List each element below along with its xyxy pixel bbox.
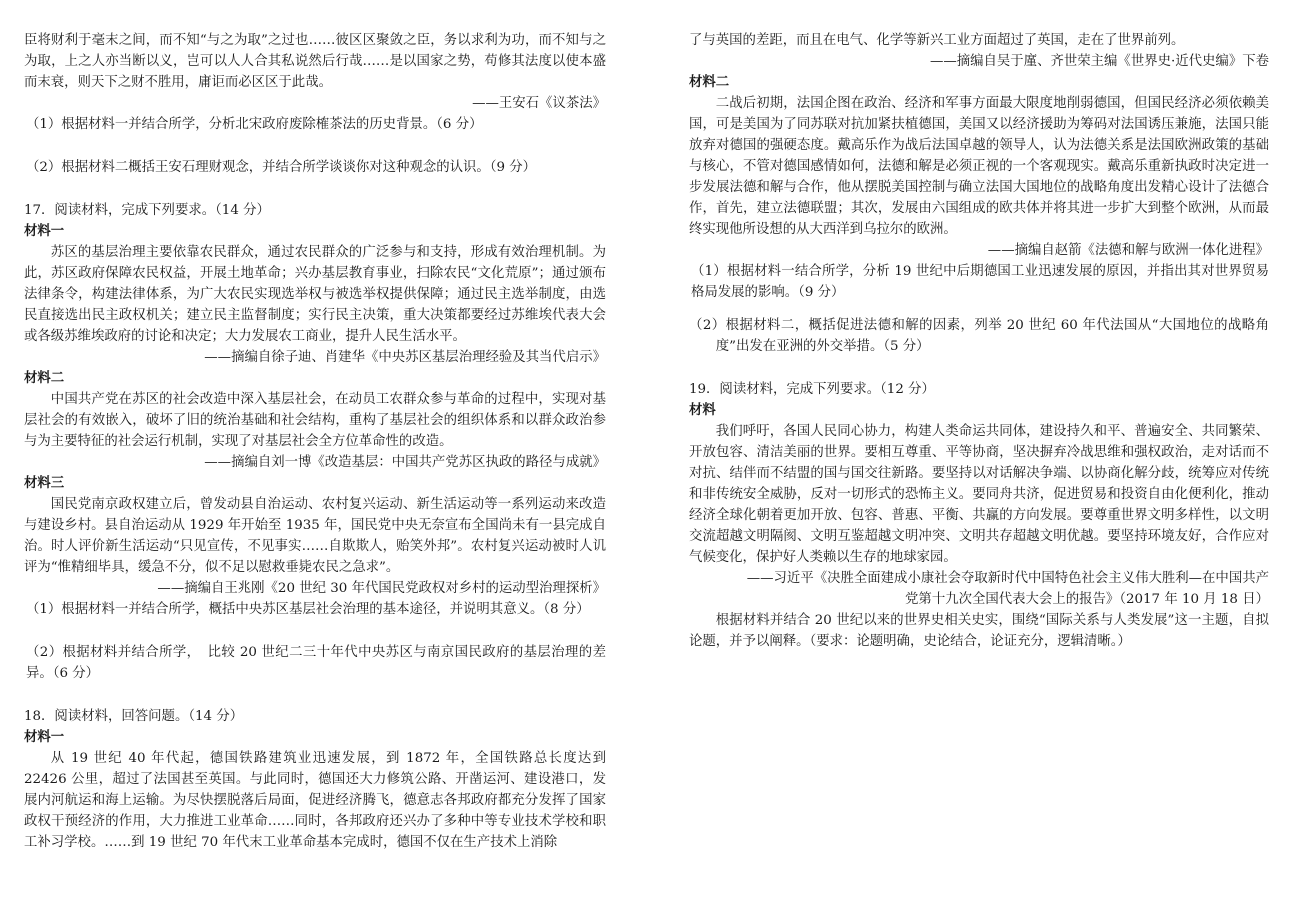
question-18-title: 18．阅读材料，回答问题。（14 分） [24, 709, 244, 724]
question-17-title: 17．阅读材料，完成下列要求。（14 分） [24, 203, 270, 218]
material-label: 材料二 [689, 75, 730, 90]
material-label: 材料一 [24, 730, 65, 745]
material-text: 苏区的基层治理主要依靠农民群众，通过农民群众的广泛参与和支持，形成有效治理机制。为此，苏区政府保障农民权益，开展土地革命；兴办基层教育事业，扫除农民“文化荒原”；通过颁布法律条令，构建法律体系，为广大农民实现选举权与被选举权提供保障；通过民主选举制度，由选民直接选出民主政权机关；建立民主监督制度；实行民主决策，重大决策都要经过苏维埃代表大会或各级苏维埃政府的讨论和决定；大力发展农工商业，提升人民生活水平。 [24, 245, 606, 344]
material-source: ——摘编自王兆刚《20 世纪 30 年代国民党政权对乡村的运动型治理探析》 [157, 581, 606, 596]
material-text: 了与英国的差距，而且在电气、化学等新兴工业方面超过了英国，走在了世界前列。 [689, 33, 1185, 48]
material-source: ——摘编自徐子迪、肖建华《中央苏区基层治理经验及其当代启示》 [204, 350, 606, 365]
material-text: 国民党南京政权建立后，曾发动县自治运动、农村复兴运动、新生活运动等一系列运动来改造与建设乡村。县自治运动从 1929 年开始至 1935 年，国民党中央无奈宣布全国尚未有一县完成自治。时人评价新生活运动“只见宣传，不见事实……自欺欺人，贻笑外邦”。农村复兴运动被时人讥评为“惟精细毕具，缓急不分，似不足以慰救垂毙农民之急求”。 [24, 497, 606, 575]
material-text: 我们呼吁，各国人民同心协力，构建人类命运共同体，建设持久和平、普遍安全、共同繁荣、开放包容、清洁美丽的世界。要相互尊重、平等协商，坚决摒弃冷战思维和强权政治，走对话而不对抗、结伴而不结盟的国与国交往新路。要坚持以对话解决争端、以协商化解分歧，统筹应对传统和非传统安全威胁，反对一切形式的恐怖主义。要同舟共济，促进贸易和投资自由化便利化，推动经济全球化朝着更加开放、包容、普惠、平衡、共赢的方向发展。要尊重世界文明多样性，以文明交流超越文明隔阂、文明互鉴超越文明冲突、文明共存超越文明优越。要坚持环境友好，合作应对气候变化，保护好人类赖以生存的地球家园。 [689, 424, 1269, 565]
material-text: 二战后初期，法国企图在政治、经济和军事方面最大限度地削弱德国，但国民经济必须依赖美国，可是美国为了同苏联对抗加紧扶植德国，美国又以经济援助为筹码对法国诱压兼施，法国只能放弃对德国的强硬态度。戴高乐作为战后法国卓越的领导人，认为法德关系是法国欧洲政策的基础与核心，不管对德国感情如何，法德和解是必须正视的一个客观现实。戴高乐重新执政时决定进一步发展法德和解与合作，他从摆脱美国控制与确立法国大国地位的战略角度出发精心设计了法德合作，首先，建立法德联盟；其次，发展由六国组成的欧共体并将其进一步扩大到整个欧洲，从而最终实现他所设想的从大西洋到乌拉尔的欧洲。 [689, 96, 1269, 237]
question-16-2: （2）根据材料二概括王安石理财观念，并结合所学谈谈你对这种观念的认识。（9 分） [26, 160, 537, 175]
material-source: ——摘编自赵箭《法德和解与欧洲一体化进程》 [987, 243, 1269, 258]
right-column [689, 30, 1269, 652]
material-source: ——王安石《议茶法》 [472, 96, 606, 111]
question-19-title: 19．阅读材料，完成下列要求。（12 分） [689, 382, 935, 397]
material-label: 材料三 [24, 476, 65, 491]
left-column [24, 30, 606, 853]
material-text: 臣将财利于毫末之间，而不知“与之为取”之过也……彼区区聚敛之臣，务以求利为功，而不知与之为取，上之人亦当断以义，岂可以人人合其私说然后行哉……是以国家之势，苟修其法度以使本盛而末衰，则天下之财不胜用，庸讵而必区区于此哉。 [24, 33, 606, 90]
question-19-task: 根据材料并结合 20 世纪以来的世界史相关史实，围绕“国际关系与人类发展”这一主题，自拟论题，并予以阐释。（要求：论题明确，史论结合，论证充分，逻辑清晰。） [689, 613, 1269, 649]
material-source: ——摘编自吴于廑、齐世荣主编《世界史·近代史编》下卷 [929, 54, 1269, 69]
material-source: ——摘编自刘一博《改造基层：中国共产党苏区执政的路径与成就》 [204, 455, 606, 470]
material-source: 党第十九次全国代表大会上的报告》（2017 年 10 月 18 日） [905, 592, 1269, 607]
question-18-2: （2）根据材料二，概括促进法德和解的因素，列举 20 世纪 60 年代法国从“大国地位的战略角度”出发在亚洲的外交举措。（5 分） [689, 318, 1269, 354]
material-label: 材料二 [24, 371, 65, 386]
material-label: 材料一 [24, 224, 65, 239]
material-text: 中国共产党在苏区的社会改造中深入基层社会，在动员工农群众参与革命的过程中，实现对基层社会的有效嵌入，破坏了旧的统治基础和社会结构，重构了基层社会的组织体系和以群众政治参与为主要特征的社会运行机制，实现了对基层社会全方位革命性的改造。 [24, 392, 606, 449]
question-16-1: （1）根据材料一并结合所学，分析北宋政府废除榷茶法的历史背景。（6 分） [26, 117, 483, 132]
question-18-1: （1）根据材料一结合所学，分析 19 世纪中后期德国工业迅速发展的原因，并指出其对世界贸易格局发展的影响。（9 分） [691, 264, 1269, 300]
material-label: 材料 [689, 403, 716, 418]
material-text: 从 19 世纪 40 年代起，德国铁路建筑业迅速发展，到 1872 年，全国铁路总长度达到 22426 公里，超过了法国甚至英国。与此同时，德国还大力修筑公路、开凿运河、建设港口，发展内河航运和海上运输。为尽快摆脱落后局面，促进经济腾飞，德意志各邦政府都充分发挥了国家政权干预经济的作用，大力推进工业革命……同时，各邦政府还兴办了多种中等专业技术学校和职工补习学校。……到 19 世纪 70 年代末工业革命基本完成时，德国不仅在生产技术上消除 [24, 751, 606, 850]
question-17-2: （2）根据材料并结合所学， 比较 20 世纪二三十年代中央苏区与南京国民政府的基层治理的差异。（6 分） [26, 645, 606, 681]
question-17-1: （1）根据材料一并结合所学，概括中央苏区基层社会治理的基本途径，并说明其意义。（8 分） [26, 602, 590, 617]
material-source: ——习近平《决胜全面建成小康社会夺取新时代中国特色社会主义伟大胜利—在中国共产 [746, 571, 1269, 586]
